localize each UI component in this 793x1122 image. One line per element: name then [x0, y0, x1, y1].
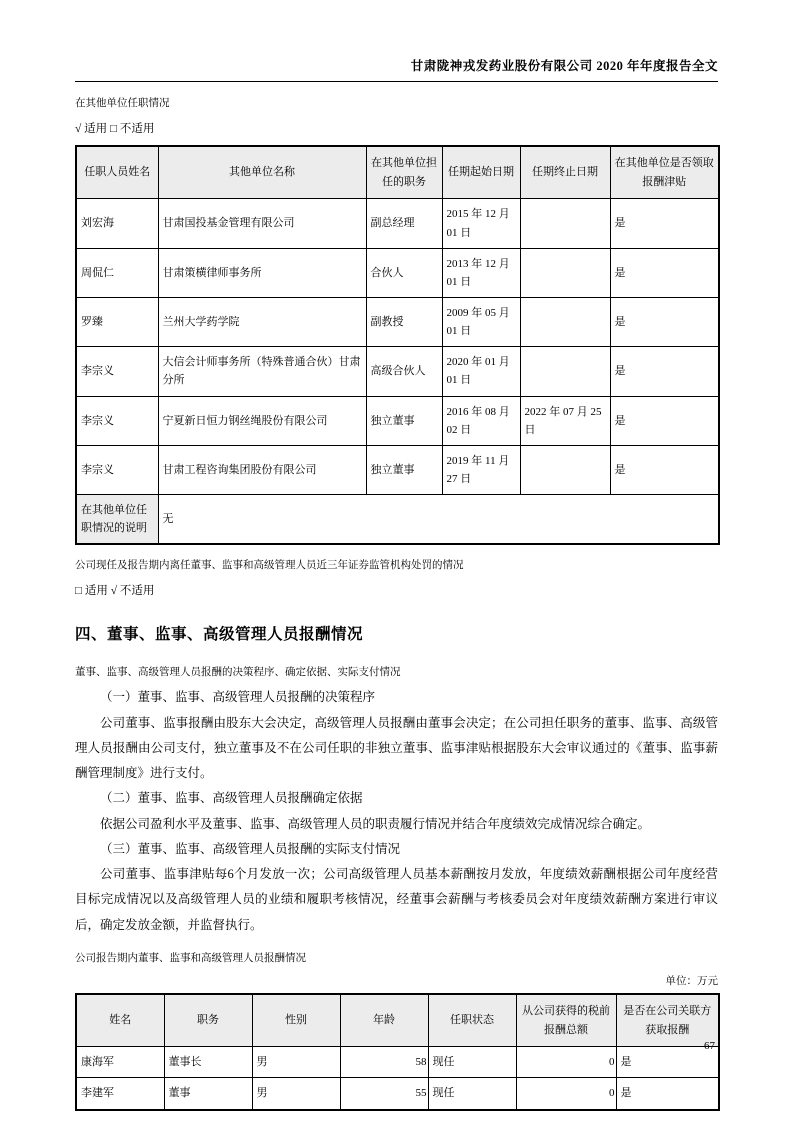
table-row	[76, 396, 719, 445]
table-row	[76, 248, 719, 297]
cell-paid: 是	[610, 199, 719, 248]
cell-name: 李宗义	[76, 347, 158, 396]
cell-paid: 是	[610, 297, 719, 346]
col-header-name: 姓名	[76, 994, 164, 1047]
cell-gender: 男	[252, 1047, 340, 1078]
col-header-paid: 在其他单位是否领取报酬津贴	[610, 146, 719, 199]
section-heading-remuneration: 四、董事、监事、高级管理人员报酬情况	[75, 626, 364, 644]
table-row	[76, 1078, 719, 1110]
cell-name: 刘宏海	[76, 199, 158, 248]
cell-unit-name: 大信会计师事务所（特殊普通合伙）甘肃分所	[158, 347, 366, 396]
cell-position: 合伙人	[366, 248, 442, 297]
cell-start-date: 2013 年 12 月 01 日	[442, 248, 520, 297]
cell-name: 周侃仁	[76, 248, 158, 297]
cell-name: 李宗义	[76, 445, 158, 494]
cell-start-date: 2009 年 05 月 01 日	[442, 297, 520, 346]
report-header-title: 甘肃陇神戎发药业股份有限公司 2020 年年度报告全文	[75, 56, 718, 82]
note-label-cell: 在其他单位任职情况的说明	[76, 495, 158, 545]
sub1-body: 公司董事、监事报酬由股东大会决定，高级管理人员报酬由董事会决定；在公司担任职务的董事、监事、高级管理人员报酬由公司支付，独立董事及不在公司任职的非独立董事、监事津贴根据股东大会审议通过的《董事、监事薪酬管理制度》进行支付。	[75, 715, 718, 781]
cell-title: 董事	[164, 1078, 252, 1110]
cell-status: 现任	[428, 1047, 516, 1078]
col-header-name: 任职人员姓名	[76, 146, 158, 199]
col-header-age: 年龄	[340, 994, 428, 1047]
cell-start-date: 2020 年 01 月 01 日	[442, 347, 520, 396]
col-header-start-date: 任期起始日期	[442, 146, 520, 199]
col-header-end-date: 任期终止日期	[520, 146, 610, 199]
remuneration-intro-caption: 董事、监事、高级管理人员报酬的决策程序、确定依据、实际支付情况	[75, 667, 401, 679]
sub2-title: （二）董事、监事、高级管理人员报酬确定依据	[100, 791, 363, 806]
col-header-status: 任职状态	[428, 994, 516, 1047]
cell-age: 58	[340, 1047, 428, 1078]
cell-unit-name: 兰州大学药学院	[158, 297, 366, 346]
sub3-title: （三）董事、监事、高级管理人员报酬的实际支付情况	[100, 841, 401, 856]
cell-name: 李建军	[76, 1078, 164, 1110]
other-positions-applicability: √ 适用 □ 不适用	[75, 123, 155, 135]
cell-position: 高级合伙人	[366, 347, 442, 396]
table-row	[76, 297, 719, 346]
table-row	[76, 445, 719, 494]
cell-paid: 是	[610, 248, 719, 297]
cell-status: 现任	[428, 1078, 516, 1110]
unit-label: 单位：万元	[665, 975, 718, 987]
table-row	[76, 347, 719, 396]
other-positions-caption: 在其他单位任职情况	[75, 98, 170, 109]
cell-end-date	[520, 445, 610, 494]
cell-end-date	[520, 297, 610, 346]
col-header-pretax-total: 从公司获得的税前报酬总额	[516, 994, 616, 1047]
cell-position: 独立董事	[366, 396, 442, 445]
page-number: 67	[704, 1040, 715, 1052]
cell-position: 副教授	[366, 297, 442, 346]
cell-end-date	[520, 347, 610, 396]
other-positions-table	[75, 145, 720, 545]
cell-name: 李宗义	[76, 396, 158, 445]
table-note-row	[76, 495, 719, 545]
col-header-title: 职务	[164, 994, 252, 1047]
cell-paid: 是	[610, 396, 719, 445]
sub2-body: 依据公司盈利水平及董事、监事、高级管理人员的职责履行情况并结合年度绩效完成情况综合确定。	[100, 816, 651, 831]
sub3-body: 公司董事、监事津贴每6个月发放一次；公司高级管理人员基本薪酬按月发放，年度绩效薪酬根据公司年度经营目标完成情况以及高级管理人员的业绩和履职考核情况，经董事会薪酬与考核委员会对年度绩效薪酬方案进行审议后，确定发放金额，并监督执行。	[75, 867, 718, 932]
table-row	[76, 199, 719, 248]
cell-paid: 是	[610, 347, 719, 396]
cell-end-date	[520, 199, 610, 248]
cell-name: 康海军	[76, 1047, 164, 1078]
table-header-row	[76, 994, 719, 1047]
cell-end-date: 2022 年 07 月 25 日	[520, 396, 610, 445]
cell-position: 独立董事	[366, 445, 442, 494]
penalty-applicability: □ 适用 √ 不适用	[75, 585, 155, 598]
col-header-position: 在其他单位担任的职务	[366, 146, 442, 199]
cell-pretax-total: 0	[516, 1047, 616, 1078]
note-value-cell: 无	[158, 495, 719, 545]
cell-start-date: 2016 年 08 月 02 日	[442, 396, 520, 445]
cell-unit-name: 甘肃工程咨询集团股份有限公司	[158, 445, 366, 494]
cell-unit-name: 甘肃国投基金管理有限公司	[158, 199, 366, 248]
table-row	[76, 1047, 719, 1078]
cell-paid: 是	[610, 445, 719, 494]
col-header-unit-name: 其他单位名称	[158, 146, 366, 199]
cell-gender: 男	[252, 1078, 340, 1110]
col-header-gender: 性别	[252, 994, 340, 1047]
cell-position: 副总经理	[366, 199, 442, 248]
cell-pretax-total: 0	[516, 1078, 616, 1110]
cell-start-date: 2019 年 11 月 27 日	[442, 445, 520, 494]
cell-name: 罗臻	[76, 297, 158, 346]
remuneration-table	[75, 993, 720, 1111]
table-header-row	[76, 146, 719, 199]
remuneration-table-caption: 公司报告期内董事、监事和高级管理人员报酬情况	[75, 952, 306, 964]
col-header-related-party: 是否在公司关联方获取报酬	[616, 994, 719, 1047]
cell-related-party: 是	[616, 1047, 719, 1078]
cell-unit-name: 甘肃策横律师事务所	[158, 248, 366, 297]
cell-related-party: 是	[616, 1078, 719, 1110]
cell-start-date: 2015 年 12 月 01 日	[442, 199, 520, 248]
cell-age: 55	[340, 1078, 428, 1110]
cell-end-date	[520, 248, 610, 297]
penalty-caption: 公司现任及报告期内离任董事、监事和高级管理人员近三年证券监管机构处罚的情况	[75, 560, 464, 572]
cell-title: 董事长	[164, 1047, 252, 1078]
cell-unit-name: 宁夏新日恒力钢丝绳股份有限公司	[158, 396, 366, 445]
sub1-title: （一）董事、监事、高级管理人员报酬的决策程序	[100, 690, 376, 705]
